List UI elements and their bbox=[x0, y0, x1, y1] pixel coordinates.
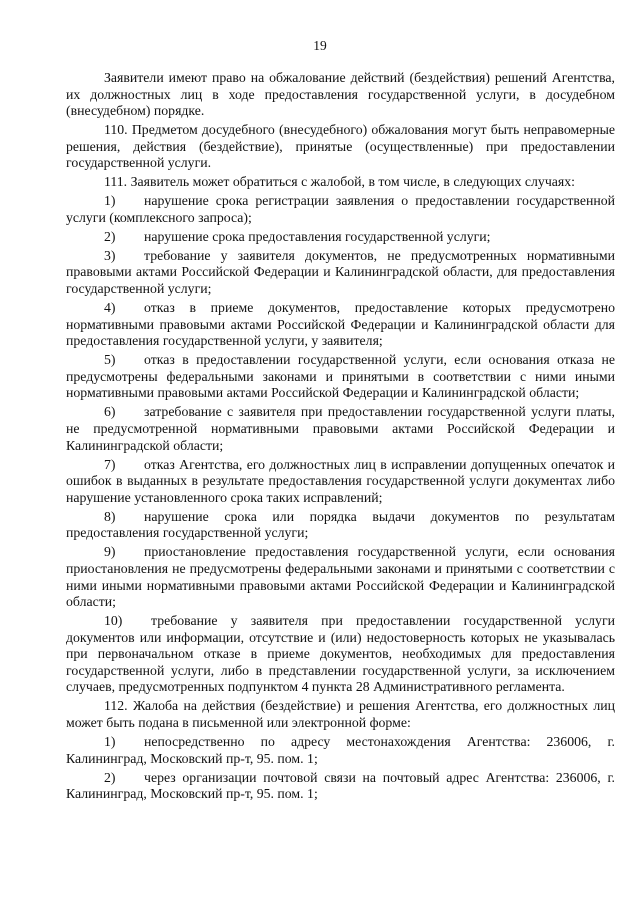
list-item bbox=[66, 193, 615, 226]
list-item-text: нарушение срока предоставления государственной услуги; bbox=[144, 228, 491, 244]
list-item-number: 9) bbox=[104, 544, 116, 560]
list-item-number: 3) bbox=[104, 247, 116, 263]
list-item bbox=[66, 613, 615, 696]
paragraph-112: 112. Жалоба на действия (бездействие) и решения Агентства, его должностных лиц может быть подана в письменной или электронной форме: bbox=[66, 698, 615, 731]
list-item-text: затребование с заявителя при предоставлении государственной услуги платы, не предусмотренной нормативными правовыми актами Российской Федерации и Калининградской области; bbox=[66, 404, 615, 453]
list-item-text: непосредственно по адресу местонахождения Агентства: 236006, г. Калининград, Московский пр-т, 95. пом. 1; bbox=[66, 734, 615, 766]
list-item bbox=[66, 248, 615, 298]
list-item-number: 8) bbox=[104, 508, 116, 524]
list-item-number: 6) bbox=[104, 404, 116, 420]
list-item bbox=[66, 457, 615, 507]
list-item-text: отказ Агентства, его должностных лиц в исправлении допущенных опечаток и ошибок в выданных в результате предоставления государственной услуги документах либо нарушение установленного срока таких исправлений; bbox=[66, 456, 615, 505]
list-item-number: 7) bbox=[104, 456, 116, 472]
list-item-text: отказ в предоставлении государственной услуги, если основания отказа не предусмотрены федеральными законами и принятыми в соответствии с ними иными нормативными правовыми актами Российской Федерации и Калининградской области; bbox=[66, 352, 615, 401]
list-item bbox=[66, 352, 615, 402]
page-number: 19 bbox=[313, 38, 327, 53]
list-item bbox=[66, 300, 615, 350]
list-item-text: отказ в приеме документов, предоставление которых предусмотрено нормативными правовыми актами Российской Федерации и Калининградской области для предоставления государственной услуги, у заявителя; bbox=[66, 300, 615, 349]
list-item-number: 5) bbox=[104, 352, 116, 368]
paragraph-110: 110. Предметом досудебного (внесудебного) обжалования могут быть неправомерные решения, действия (бездействие), принятые (осуществленные) при предоставлении государственной услуги. bbox=[66, 122, 615, 171]
list-item bbox=[66, 229, 615, 246]
list-item-text: требование у заявителя при предоставлении государственной услуги документов или информации, отсутствие и (или) недостоверность которых не указывалась при первоначальном отказе в приеме документов, необходимых для предоставления государственной услуги, либо в представлении государственной услуги, за исключением случаев, предусмотренных подпунктом 4 пункта 28 Административного регламента. bbox=[66, 613, 615, 695]
list-item bbox=[66, 544, 615, 610]
list-item-text: нарушение срока регистрации заявления о предоставлении государственной услуги (комплексного запроса); bbox=[66, 193, 615, 225]
list-item-number: 1) bbox=[104, 193, 116, 209]
paragraph-111: 111. Заявитель может обратиться с жалобой, в том числе, в следующих случаях: bbox=[104, 174, 575, 190]
list-item-number: 1) bbox=[104, 734, 116, 750]
list-item-text: приостановление предоставления государственной услуги, если основания приостановления не предусмотрены федеральными законами и принятыми с соответствии с ними иными нормативными правовыми актами Российской Федерации и Калининградской области; bbox=[66, 544, 615, 610]
list-item-number: 2) bbox=[104, 228, 116, 244]
list-item-number: 10) bbox=[104, 613, 123, 629]
list-item bbox=[66, 734, 615, 767]
document-body bbox=[66, 70, 615, 805]
list-item-number: 4) bbox=[104, 300, 116, 316]
list-item-text: нарушение срока или порядка выдачи документов по результатам предоставления государственной услуги; bbox=[66, 508, 615, 541]
intro-paragraph: Заявители имеют право на обжалование действий (бездействия) решений Агентства, их должностных лиц в ходе предоставления государственной услуги, в досудебном (внесудебном) порядке. bbox=[66, 70, 615, 119]
list-item-number: 2) bbox=[104, 769, 116, 785]
list-item bbox=[66, 509, 615, 542]
list-item-text: требование у заявителя документов, не предусмотренных нормативными правовыми актами Российской Федерации и Калининградской области, для предоставления государственной услуги; bbox=[66, 247, 615, 297]
list-item bbox=[66, 404, 615, 454]
list-item bbox=[66, 770, 615, 803]
list-item-text: через организации почтовой связи на почтовый адрес Агентства: 236006, г. Калининград, Московский пр-т, 95. пом. 1; bbox=[66, 769, 615, 802]
